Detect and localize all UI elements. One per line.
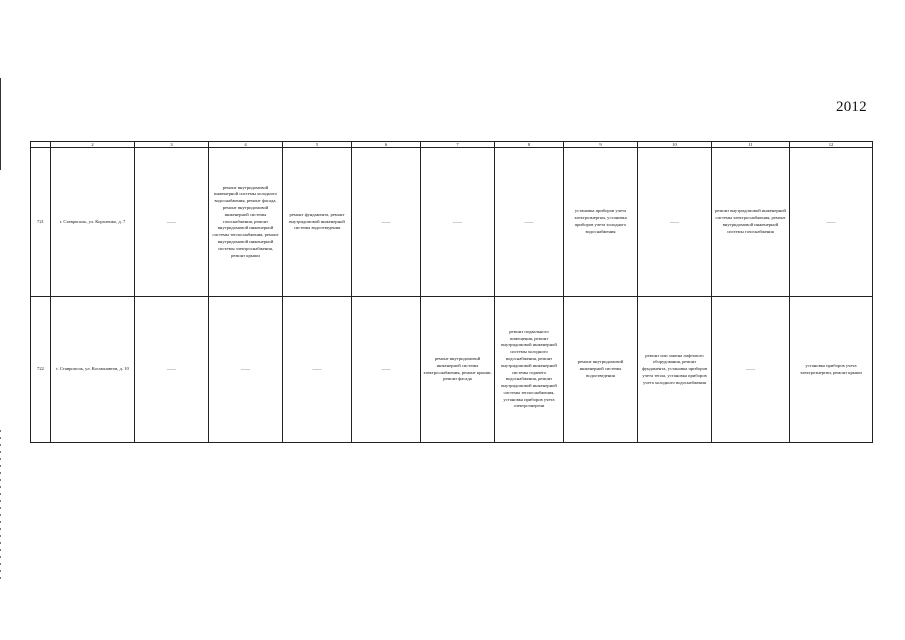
table-cell: ремонт внутридомовой инженерной системы электроснабжения, ремонт внутридомовой инженерной системы газоснабжения: [712, 148, 790, 297]
row-number: 721: [31, 148, 51, 297]
table-cell: ремонт или замена лифтового оборудования, ремонт фундамента, установка приборов учета тепла, установка приборов учета холодного водоснабжения: [638, 297, 712, 443]
table-cell: ремонт фундамента, ремонт внутридомовой инженерной системы водоотведения: [283, 148, 352, 297]
table-cell: ——: [209, 297, 283, 443]
table-cell: ——: [790, 148, 873, 297]
table-cell: ремонт внутридомовой инженерной системы холодного водоснабжения, ремонт фасада, ремонт внутридомовой инженерной системы газоснабжения, ремонт внутридомовой инженерной системы теплоснабжения, ремонт внутридомовой инженерной системы электроснабжения, ремонт крыши: [209, 148, 283, 297]
header-cell-12: 12: [790, 142, 873, 148]
table-row: [31, 297, 873, 443]
table-row: [31, 148, 873, 297]
table-cell: ремонт внутридомовой инженерной системы водоотведения: [564, 297, 638, 443]
header-cell-8: 8: [495, 142, 564, 148]
table-cell: установка приборов учета электроэнергии, ремонт крыши: [790, 297, 873, 443]
table-cell: ——: [421, 148, 495, 297]
table-cell: ——: [638, 148, 712, 297]
table-cell: ——: [712, 297, 790, 443]
left-margin-dots: [0, 430, 1, 580]
page-number: 2012: [836, 99, 867, 115]
header-cell-7: 7: [421, 142, 495, 148]
table-cell: ремонт внутридомовой инженерной системы электроснабжения, ремонт крыши, ремонт фасада: [421, 297, 495, 443]
address-cell: г. Ставрополь, ул. Короленко, д. 7: [51, 148, 135, 297]
header-cell-2: 2: [51, 142, 135, 148]
table-cell: ——: [495, 148, 564, 297]
row-number: 722: [31, 297, 51, 443]
repair-schedule-table: [30, 141, 873, 443]
table-cell: ——: [135, 148, 209, 297]
address-cell: г. Ставрополь, ул. Космонавтов, д. 10: [51, 297, 135, 443]
table-cell: ——: [352, 297, 421, 443]
header-cell-10: 10: [638, 142, 712, 148]
header-cell-11: 11: [712, 142, 790, 148]
left-margin-line: [0, 78, 1, 170]
table-cell: ремонт подвального помещения, ремонт внутридомовой инженерной системы холодного водоснабжения, ремонт внутридомовой инженерной системы горячего водоснабжения, ремонт внутридомовой инженерной системы теплоснабжения, установка приборов учета электроэнергии: [495, 297, 564, 443]
table-cell: установка приборов учета электроэнергии, установка приборов учета холодного водоснабжения: [564, 148, 638, 297]
table-cell: ——: [283, 297, 352, 443]
header-cell-5: 5: [283, 142, 352, 148]
header-cell-3: 3: [135, 142, 209, 148]
header-cell-4: 4: [209, 142, 283, 148]
table-cell: ——: [352, 148, 421, 297]
header-cell-6: 6: [352, 142, 421, 148]
header-cell-9: 9: [564, 142, 638, 148]
table-cell: ——: [135, 297, 209, 443]
